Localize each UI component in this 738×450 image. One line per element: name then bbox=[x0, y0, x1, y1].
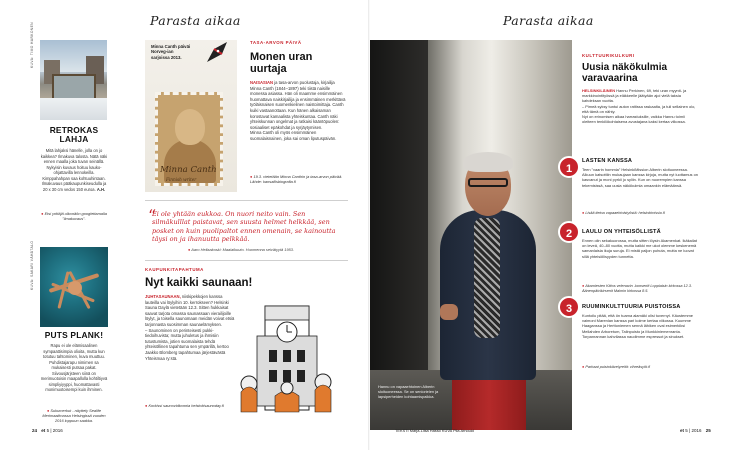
plank-body: Rapu ei ole elämisaalinen sympaattisimpia olioita, mutta kun totutuu tahtominen, kuva muuttuu. Puhdistajarapu nimimen sa mukaisesti putsaa pakat. Siivousjärjsteen siinä on merimuotoisin maapallolla kohtiltiyvä simpliyiyyppi, huomattavasti monimuotoisempi kuin ihminen. bbox=[40, 343, 108, 392]
sauna-link: ● Korkissi saunovidkonnia helsinkisaunoday.fi bbox=[145, 403, 224, 408]
issue-left: 5 | 2016 bbox=[46, 428, 63, 433]
lahja-title: RETROKAS LAHJA bbox=[49, 125, 99, 144]
quote-source: ● Aaro Hellaakoski: Maalaikuuto. Huomenna seivätyytä 1953. bbox=[188, 247, 295, 252]
section-brand-left: Parasta aikaa bbox=[150, 13, 241, 28]
quote-mark-icon: “ bbox=[148, 206, 157, 225]
sauna-building-illustration bbox=[235, 300, 340, 415]
sauna-body: JUHTASAUNAAN, niiskipekkojen kanssa lauteilla vai löylyihin 10. kerrokseen? Helsinki Sauna Daylä vietetään 12.3. Sitten hukkaisat saavat tarjota omassa saunassaan vierailijoille löylyt, ja toisella saunomaan meidän voivat etsiä tarjonnasta suosimman saunaelämyksen. – Saunominen on perinteisesti pukki-tiedoihuvista; mutta juhuletus ja ihmisiin tutustumista, jotien suomalaista tehdä yhteisöllinen tapahtuma sen ympärillä, kertoo Jaakko Blomberg tapahtumaa järjestävästä Yhteismaa ry:stä. bbox=[145, 294, 235, 361]
hannu-photo-caption: Hannu on vapaaehtoinen Alberin sloituoneessa. Se on seniorielen ja lapsiperheiden kohtaamispaikka. bbox=[378, 384, 439, 399]
lahja-link: ● Etsi yrittäjä ulkonäön googlettamalla "ilmakuvaus". bbox=[41, 211, 107, 221]
section-1-title: LASTEN KANSSA bbox=[582, 158, 633, 164]
magazine-logo-left: et bbox=[41, 428, 46, 433]
footer-credit: TEKSTI Marja-Liisa Hasso KUVA Pila Arnould bbox=[395, 428, 474, 433]
section-1-body: Teen "vaarin hommia" HelsinkiMission Alberin sloituoneessa. Alkuun katsottiin mukaujaan kanssa kirjoja, mutta nyt luottamus on kasvanut ja moni pyrkii jo syliin. Kun on nuorempien kanssa tekemisissä, saa uusia näkökulmia omaankin elämäänsä. bbox=[582, 167, 698, 188]
right-kicker: KULTTUURIKULKURI bbox=[582, 53, 635, 58]
section-3-link: ● Parhaat puistokävelyreitit: vihreäsyöt.fi bbox=[582, 365, 651, 369]
canth-link: ● 19.3. vietetään Minna Canthin ja tasa-arvon päivää. Lähde: kansallisbiografia.fi bbox=[250, 174, 343, 184]
canth-photo-caption: Minna Canth päiväi Norveg-ian sarjoissa 2013. bbox=[151, 44, 191, 60]
lahja-body: Mitä lahjaksi hänelle, jolla on jo kaikkea? Ilmakuva talosta. Nätä näki ennen maalla joka tuvan seinällä. Nykyisin kuvaus hoituu kauko-ohjattavilla lennokeilla. Kimppahahpan saa kohtuuhintaan. Ilmakuvaus pääkaupunkiseudulla ja 20 x 30 cm vedos 150 euroa. A.H. bbox=[40, 148, 108, 192]
sauna-title: Nyt kaikki saunaan! bbox=[145, 277, 253, 289]
magazine-logo-right: et bbox=[680, 428, 685, 433]
section-3-body: Kuntoilu pitää, että ön tuama alamäki olisi tuvernyt. Käustemme vaimoni Marenlan kanssa pari kolme kertaa viikossa. Kuumme Haaganssa ja Herttoniemen sennä lähiken oval esimerkiksi Meilahden Arboretum, Talinpuisto ja Munkkiniemenranta. Torpanrannan kahvilassa naudimme espressot ja sinukset. bbox=[582, 313, 693, 339]
hannu-portrait-photo bbox=[370, 40, 572, 430]
page-number-left: 24 bbox=[32, 428, 38, 433]
section-number-3: 3 bbox=[558, 296, 580, 318]
page-number-right: 25 bbox=[705, 428, 711, 433]
stamp-illustration bbox=[155, 92, 223, 186]
issue-right: 5 | 2016 bbox=[685, 428, 702, 433]
canth-body: NAISASIAN ja tasa-arvon puolustaja, kirjailija Minna Canth (1844–1897) teki tiistä naisille monessa asiassa. Hän oli maamme ensimmäinen huomattava naiskirjailija ja ensimmäinen merkittävä työläisnaisen suomenkielinen naistoimittaja. Canth kuiki vastaanottaan. Kun hänen alkaisaman korostavat kamaalista yhteiskuntaa. Canth näki yhteiskunnan ongelmat ja ratkaisi kääntöpuolen: sosiaaliset epäkohdat ja syrjäytymisen. Minna Canth oli myös ensimmäinen suomalaisnainen, joka sai oman liputuspäivän. bbox=[250, 80, 346, 141]
divider bbox=[145, 200, 348, 201]
stamp-name: Minna Canth bbox=[160, 165, 217, 175]
photo-credit-lahja: KUVA: TIMO HARKONEN bbox=[30, 22, 34, 68]
right-intro: HELSINKILÄINEN Hannu Perkinen, 69, teki uran myynti- ja markkinointityössä ja eläkkeelle jäätyään ajoi vielä taksia kahdeksan vuotta. – Pimeä syksy tuntui auton rattissa raskaalta, ja tuli sellainen olo, että tämä on nähty. Nyt on erinomisen aikaa harrastuksille, vaikka Hannu toimii oleiteen tenkilökohtaisena avustajana kaksi kertaa viikossa. bbox=[582, 88, 696, 125]
section-2-title: LAULU ON YHTEISÖLLISTÄ bbox=[582, 229, 661, 235]
section-3-title: RUUMINKULTTUURIA PUISTOISSA bbox=[582, 304, 681, 310]
section-1-link: ● Lisää tietoa vapaaehtoistyöstä: helsinkimissio.fi bbox=[582, 211, 665, 215]
canth-kicker: TASA-ARVON PÄIVÄ bbox=[250, 40, 302, 45]
canth-title: Monen uran uurtaja bbox=[250, 51, 313, 75]
section-2-link: ● Akamiesten Kittos velenavin -konsertit Loppiaisin kirkossa 12.3. Äänenpäivikirsenit Malmin kirkossa 8.5. bbox=[582, 284, 693, 293]
sauna-kicker: KAUPUNKITAPAHTUMA bbox=[145, 267, 204, 272]
aerial-house-photo bbox=[40, 40, 107, 120]
shrimp-photo bbox=[40, 247, 108, 327]
section-number-1: 1 bbox=[558, 156, 580, 178]
stamp-subtitle: Finnish writer bbox=[166, 177, 197, 182]
section-brand-right: Parasta aikaa bbox=[503, 13, 594, 28]
plank-link: ● Sukumerkut - näyttely Sealife Merimaailmassa Helsingissä vuoden 2016 loppuun saakka. bbox=[42, 408, 106, 423]
divider bbox=[145, 260, 348, 261]
footer-right bbox=[680, 428, 711, 433]
footer-left bbox=[32, 428, 63, 433]
section-number-2: 2 bbox=[558, 221, 580, 243]
fountain-pen-icon bbox=[205, 40, 231, 64]
poem-quote: Ei ole yhtään eukkoa. On nuori neito vain. Sen silmäkulllat paistavat, sen suusta helmet helkkää, sen posket on kuin puolipaltot ennen omenain, se kainoutta täysi on ja ihanuutta pelkkää. bbox=[152, 210, 336, 244]
photo-credit-plank: KUVA: SAKARI VÄHÄTALO bbox=[30, 240, 34, 290]
section-2-body: Ennen olin sekakuorossa, mutta sitten löysin Akamenkat. Ikäkailat on leveä, 40–80 vuotta, mutta kaikki me ukot olemme keskenemä samanlaisia ikuja suruja. Ei mistä paljon puhuta, mutta ne luovat sillä yhteisöllisyyden tunnetta. bbox=[582, 238, 697, 259]
plank-title: PUTS PLANK! bbox=[44, 330, 104, 340]
right-title: Uusia näkökulmia varavaarina bbox=[582, 62, 668, 84]
